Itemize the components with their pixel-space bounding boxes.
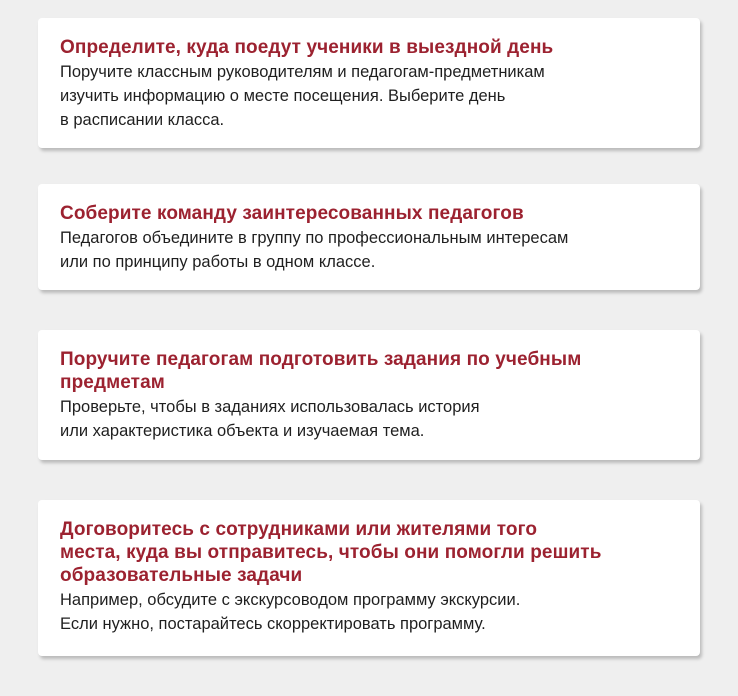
step-description-line: Проверьте, чтобы в заданиях использовалась история — [60, 398, 480, 416]
step-description-line: в расписании класса. — [60, 111, 225, 129]
step-title-line: предметам — [60, 372, 165, 393]
step-description-line: Поручите классным руководителям и педагогам-предметникам — [60, 63, 545, 81]
step-card-1 — [38, 18, 700, 148]
step-description-line: или характеристика объекта и изучаемая тема. — [60, 422, 425, 440]
step-card-2 — [38, 184, 700, 290]
step-title: Соберите команду заинтересованных педагогов — [60, 203, 524, 224]
step-title — [60, 348, 680, 394]
step-description-line: изучить информацию о месте посещения. Выберите день — [60, 87, 506, 105]
step-description-line: Например, обсудите с экскурсоводом программу экскурсии. — [60, 591, 521, 609]
step-card-4 — [38, 500, 700, 656]
step-title-line: места, куда вы отправитесь, чтобы они помогли решить — [60, 542, 602, 563]
step-title-line: Поручите педагогам подготовить задания по учебным — [60, 349, 582, 370]
step-title-line: Договоритесь с сотрудниками или жителями того — [60, 519, 538, 540]
step-card-3 — [38, 330, 700, 460]
step-description — [60, 588, 680, 636]
step-title-line: образовательные задачи — [60, 565, 303, 586]
step-description-line: Если нужно, постарайтесь скорректировать программу. — [60, 615, 486, 633]
step-description-line: Педагогов объедините в группу по профессиональным интересам — [60, 229, 569, 247]
step-description-line: или по принципу работы в одном классе. — [60, 253, 376, 271]
step-title — [60, 518, 680, 587]
step-description — [60, 395, 680, 443]
step-title: Определите, куда поедут ученики в выездной день — [60, 37, 554, 58]
step-description — [60, 226, 680, 274]
step-description — [60, 60, 680, 132]
